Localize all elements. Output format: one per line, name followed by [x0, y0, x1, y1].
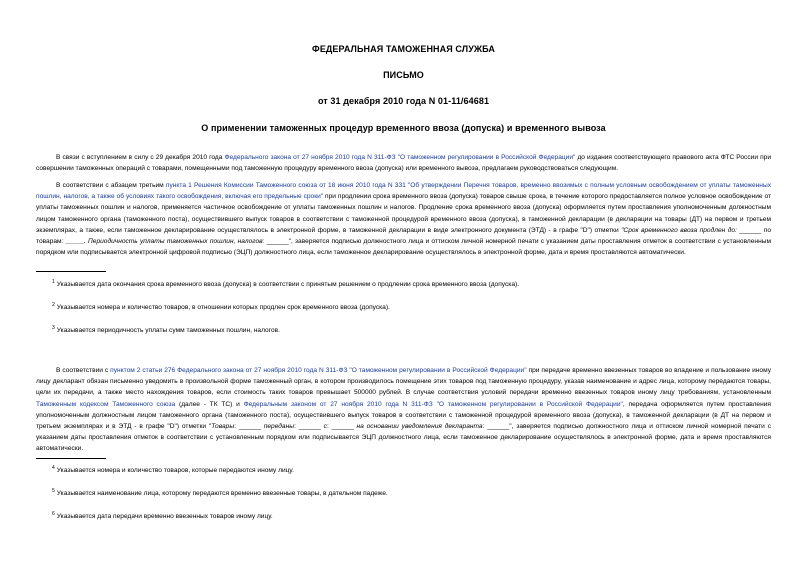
document-subject: О применении таможенных процедур временного ввоза (допуска) и временного вывоза: [201, 123, 606, 133]
footnote-mark: 1: [52, 279, 55, 285]
decision-331-link[interactable]: пункта 1 Решения Комиссии Таможенного союза от 18 июня 2010 года N 331 "Об утверждении Перечня товаров, временно ввозимых с полным условным освобождением от уплаты таможенных пошлин, налогов, а также об условиях такого освобождения, включая его предельные сроки": [36, 182, 771, 201]
footnote-mark: 5: [52, 488, 55, 494]
paragraph-temporary-import: [36, 180, 771, 258]
footnote-5: [52, 487, 772, 498]
footnote-text: Указывается дата окончания срока временного ввоза (допуска) в соответствии с принятым решением о продлении срока временного ввоза (допуска).: [56, 281, 520, 289]
paragraph-text: : ______: [294, 423, 324, 431]
footnote-text: Указывается номера и количество товаров, в отношении которых продлен срок временного ввоза (допуска).: [56, 304, 390, 312]
footnote-mark: 3: [52, 325, 55, 331]
footnote-text: Указывается дата передачи временно ввезенных товаров иному лицу.: [56, 513, 273, 521]
footnote-divider: [36, 458, 106, 459]
paragraph-transfer: [36, 365, 771, 455]
footnote-2: [52, 301, 772, 312]
law-311-fz-link[interactable]: Федерального закона от 27 ноября 2010 года N 311-ФЗ "О таможенном регулировании в Российской Федерации": [224, 154, 576, 161]
agency-title: ФЕДЕРАЛЬНАЯ ТАМОЖЕННАЯ СЛУЖБА: [312, 44, 495, 54]
article-276-link[interactable]: пунктом 2 статьи 276 Федерального закона от 27 ноября 2010 года N 311-ФЗ "О таможенном регулировании в Российской Федерации": [110, 367, 527, 374]
mark-text: с: [323, 423, 327, 431]
footnote-6: [52, 510, 772, 521]
paragraph-intro: [36, 152, 771, 174]
footnote-4: [52, 464, 772, 475]
footnote-text: Указывается номера и количество товаров, которые передаются иному лицу.: [56, 467, 294, 475]
footnote-text: Указывается наименование лица, которому передаются временно ввезенные товары, в дательном падеже.: [56, 490, 388, 498]
paragraph-text: ______ по товарам: [36, 226, 772, 246]
document-date-number: от 31 декабря 2010 года N 01-11/64681: [317, 96, 490, 106]
paragraph-text: В соответствии с: [56, 367, 111, 374]
federal-law-link[interactable]: Федеральным законом от 27 ноября 2010 года N 311-ФЗ "О таможенном регулировании в Российской Федерации": [243, 400, 623, 408]
mark-text: на основании уведомления декларанта: [356, 423, 483, 431]
paragraph-text: при продлении срока временного ввоза (допуска) товаров свыше срока, в течение которого предоставляется полное условное освобождение от уплаты таможенных пошлин и налогов, применяется частичное освобождение от уплаты таможенных пошлин и налогов. Продление срока временного ввоза (допуска) оформляется путем проставления уполномоченным должностным лицом таможенного органа (таможенного поста), осуществившего выпуск товаров в соответствии с таможенной процедурой временного ввоза (допуска), в таможенной декларации (в декларации на товары (ДТ) на первом и третьем экземплярах, а также, если таможенное декларирование осуществлялось в электронной форме, в таможенной декларации в виде электронного документа (ЭТД) - в графе "D") отметки: [36, 193, 772, 234]
paragraph-text: (далее - ТК ТС) и: [175, 400, 244, 408]
footnote-3: [52, 324, 772, 335]
paragraph-text: при передаче временно ввезенных товаров во владение и пользование иному лицу декларант обязан письменно уведомить в произвольной форме таможенный орган, в котором производилось помещение этих товаров под таможенную процедуру, указав наименование и адрес лица, которому передаются товары, цели их передачи, а также место нахождения товаров, если стоимость таких товаров превышает 500000 рублей. В случае соответствия условий передачи временно ввезенных товаров иному лицу требованиям, установленным: [36, 367, 771, 397]
customs-code-link[interactable]: Таможенным кодексом Таможенного союза: [36, 400, 176, 408]
footnote-text: Указывается периодичность уплаты сумм таможенных пошлин, налогов.: [56, 327, 280, 335]
paragraph-text: : ______: [326, 423, 357, 431]
paragraph-text: В соответствии с абзацем третьим: [56, 182, 166, 189]
paragraph-text: ______", заверяется подписью должностного лица и оттиском личной номерной печати с указанием даты проставления отметок в соответствии с установленным порядком или подписывается электронной цифровой подписью (ЭЦП) должностного лица, если таможенное декларирование осуществлялось в электронной форме, дата и время проставляются автоматически.: [36, 238, 771, 257]
paragraph-text: : ______", заверяется подписью должностного лица и оттиском личной номерной печати с указанием даты проставления отметок в соответствии с установленным порядком или подписывается ЭЦП должностного лица, если таможенное декларирование осуществлялось в электронной форме, дата и время проставляются автоматически.: [36, 423, 772, 453]
paragraph-text: В связи с вступлением в силу с 29 декабря 2010 года: [56, 154, 225, 161]
paragraph-text: : ______: [234, 423, 264, 431]
footnote-divider: [36, 271, 106, 272]
mark-text: Товары: [211, 423, 235, 431]
paragraph-text: до издания соответствующего правового акта ФТС России при совершении таможенных операций с товарами, помещенными под таможенную процедуру временного ввоза (допуска) или временного вывоза, предлагаем руководствоваться следующим.: [36, 154, 771, 173]
mark-text: "Срок временного ввоза продлен до:: [621, 226, 737, 234]
footnote-1: [52, 278, 772, 289]
mark-text: : _____. Периодичность уплаты таможенных пошлин, налогов:: [61, 238, 265, 246]
paragraph-text: , передача оформляется путем проставления уполномоченным должностным лицом таможенного органа (таможенного поста), осуществившего выпуск товаров в соответствии с таможенной процедурой временного ввоза (допуска), в таможенной декларации (в ДТ на первом и третьем экземплярах и в ЭТД - в графе "D") отметки ": [36, 400, 771, 431]
mark-text: переданы: [263, 423, 295, 431]
footnote-mark: 6: [52, 511, 55, 517]
footnote-mark: 2: [52, 302, 55, 308]
footnote-mark: 4: [52, 465, 55, 471]
document-type: ПИСЬМО: [383, 70, 424, 80]
